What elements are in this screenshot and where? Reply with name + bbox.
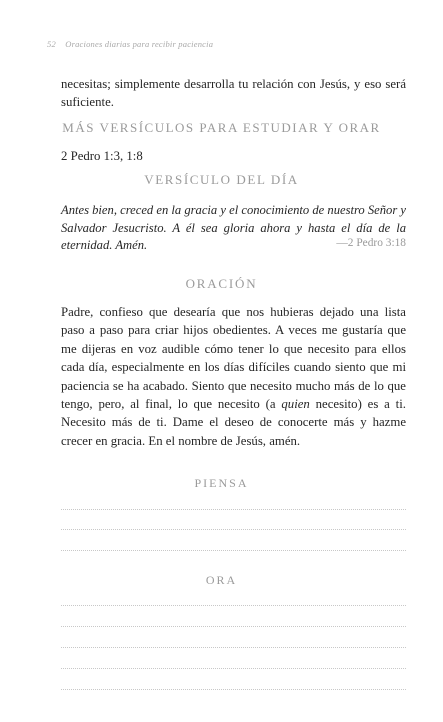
- prayer-text-end: necesito) es a ti. Necesito más de ti. Dame el deseo de conocerte más y hazme crecer en gracia. En el nombre de Jesús, amén.: [61, 397, 406, 448]
- running-header: [47, 39, 213, 49]
- pray-writing-line[interactable]: [61, 689, 406, 690]
- pray-heading: ORA: [205, 573, 238, 587]
- prayer-emphasis: quien: [281, 397, 310, 412]
- pray-writing-line[interactable]: [61, 668, 406, 669]
- more-verses-references: 2 Pedro 1:3, 1:8: [61, 149, 143, 163]
- prayer-heading: ORACIÓN: [185, 276, 258, 291]
- verse-of-day-reference: —2 Pedro 3:18: [336, 237, 406, 249]
- intro-paragraph: necesitas; simplemente desarrolla tu relación con Jesús, y eso será suficiente.: [61, 77, 406, 110]
- running-title: Oraciones diarias para recibir paciencia: [65, 39, 214, 49]
- pray-writing-line[interactable]: [61, 647, 406, 648]
- pray-writing-line[interactable]: [61, 626, 406, 627]
- think-heading: PIENSA: [194, 476, 249, 490]
- verse-of-day-text: Antes bien, creced en la gracia y el conocimiento de nuestro Señor y Salvador Jesucristo. A él sea gloria ahora y hasta el día de la eternidad. Amén.: [61, 203, 406, 253]
- prayer-text-start: Padre, confieso que desearía que nos hubieras dejado una lista paso a paso para criar hijos obedientes. A veces me gustaría que me dijeras en voz audible cómo tener lo que necesito para ellos cada día, especialmente en los días difíciles cuando siento que mi paciencia se ha acabado. Siento que necesito mucho más de lo que tengo, pero, al final, lo que necesito (a: [61, 305, 406, 412]
- page-number: 52: [47, 39, 56, 49]
- think-writing-line[interactable]: [61, 550, 406, 551]
- more-verses-heading: MÁS VERSÍCULOS PARA ESTUDIAR Y ORAR: [62, 120, 381, 135]
- think-writing-line[interactable]: [61, 509, 406, 510]
- prayer-paragraph: [61, 303, 406, 450]
- pray-writing-line[interactable]: [61, 605, 406, 606]
- verse-of-day-heading: VERSÍCULO DEL DÍA: [144, 172, 299, 187]
- think-writing-line[interactable]: [61, 529, 406, 530]
